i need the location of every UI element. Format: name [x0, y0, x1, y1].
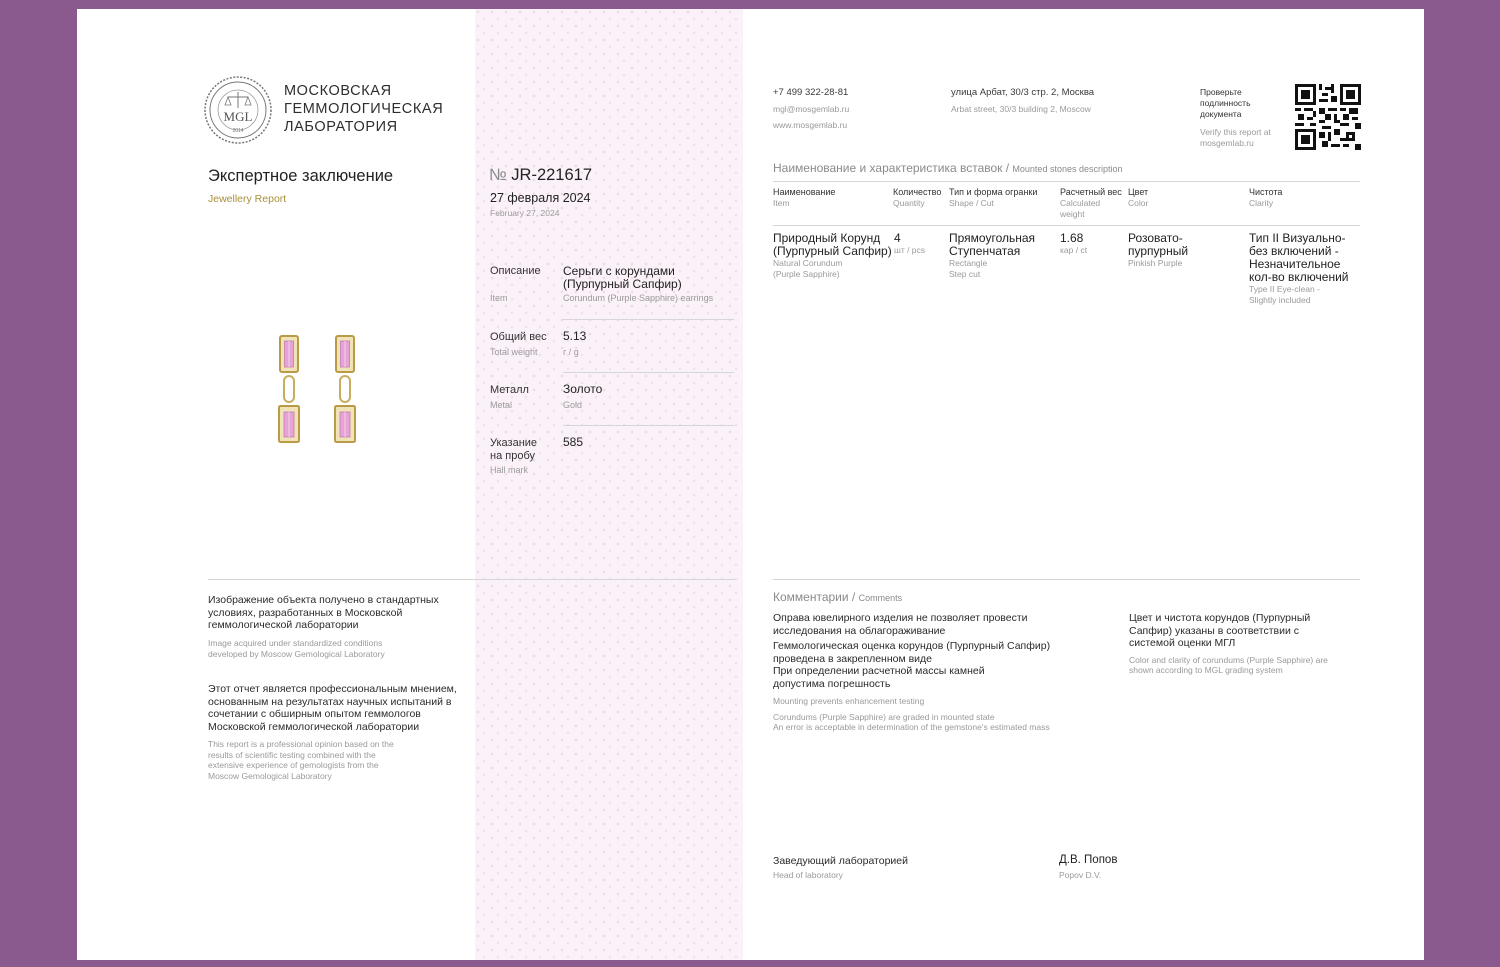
seal-text: MGL	[223, 109, 253, 124]
phone[interactable]: +7 499 322-28-81	[773, 87, 849, 98]
divider	[773, 225, 1360, 226]
stones-heading	[773, 161, 1123, 175]
column-header: Тип и форма огранки	[949, 187, 1038, 197]
field-label-en: Hall mark	[490, 465, 529, 475]
field-label: Указание на пробу	[490, 437, 538, 462]
cell-value: Природный Корунд (Пурпурный Сапфир)	[773, 231, 892, 258]
seal-icon	[203, 75, 273, 145]
field-label: Общий вес	[490, 331, 547, 343]
signature-name: Д.В. Попов	[1059, 854, 1118, 866]
table-cell-clarity	[1249, 232, 1359, 306]
field-value: 5.13	[563, 329, 587, 343]
verify-text-en: Verify this report at mosgemlab.ru	[1200, 127, 1271, 148]
table-cell-item	[773, 232, 895, 280]
field-label: Металл	[490, 384, 529, 396]
verify-text: Проверьте подлинность документа	[1200, 87, 1251, 119]
column-header: Цвет	[1128, 187, 1149, 197]
divider	[773, 579, 1360, 580]
divider	[563, 319, 734, 320]
cell-value: Прямоугольная Ступенчатая	[949, 231, 1036, 258]
column-header-en: Shape / Cut	[949, 198, 994, 208]
cell-value-en: Type II Eye-clean - Slightly included	[1249, 284, 1320, 305]
field-value: Золото	[563, 382, 603, 396]
comments-heading	[773, 590, 902, 604]
seal-year: 2014	[232, 128, 244, 134]
column-header: Наименование	[773, 187, 836, 197]
address: улица Арбат, 30/3 стр. 2, Москва	[951, 87, 1095, 98]
email-link[interactable]: mgl@mosgemlab.ru	[773, 104, 850, 114]
column-header-en: Quantity	[893, 198, 925, 208]
website-link[interactable]: www.mosgemlab.ru	[773, 120, 848, 130]
report-page	[77, 9, 1424, 960]
item-photo	[272, 329, 372, 454]
column-header-en: Item	[773, 198, 790, 208]
stones-heading-ru: Наименование и характеристика вставок /	[773, 161, 1010, 175]
comment: Цвет и чистота корундов (Пурпурный Сапфир) указаны в соответствии с системой оценки МГЛ	[1129, 612, 1311, 649]
cell-value-en: Pinkish Purple	[1128, 258, 1183, 268]
table-header	[1249, 186, 1349, 209]
divider	[563, 372, 734, 373]
lab-name	[284, 82, 443, 136]
field-value-en: Gold	[563, 400, 583, 410]
field-label: Описание	[490, 265, 541, 277]
table-header	[773, 186, 883, 209]
report-date: 27 февраля 2024	[490, 191, 591, 205]
comment: Оправа ювелирного изделия не позволяет провести исследования на облагораживание	[773, 612, 1028, 637]
report-title-en: Jewellery Report	[208, 193, 287, 205]
cell-value-en: Rectangle Step cut	[949, 258, 988, 279]
signature-title-en: Head of laboratory	[773, 870, 843, 880]
patterned-band	[475, 9, 743, 960]
table-header	[1060, 186, 1126, 220]
comment-en: Mounting prevents enhancement testing	[773, 696, 925, 706]
column-header: Количество	[893, 187, 942, 197]
column-header-en: Color	[1128, 198, 1149, 208]
table-cell-color	[1128, 232, 1203, 269]
cell-value-en: Natural Corundum (Purple Sapphire)	[773, 258, 843, 279]
qr-code[interactable]	[1295, 84, 1361, 150]
comment: Геммологическая оценка корундов (Пурпурный Сапфир) проведена в закрепленном виде	[773, 640, 1051, 665]
divider	[563, 425, 734, 426]
lab-name-line: ЛАБОРАТОРИЯ	[284, 119, 398, 135]
signature-title: Заведующий лабораторией	[773, 855, 908, 867]
table-header	[893, 186, 948, 209]
image-note: Изображение объекта получено в стандартных условиях, разработанных в Московской геммологической лаборатории	[208, 594, 439, 631]
address-en: Arbat street, 30/3 building 2, Moscow	[951, 104, 1091, 114]
comment-en: Color and clarity of corundums (Purple Sapphire) are shown according to MGL grading system	[1129, 654, 1328, 675]
comment-en: An error is acceptable in determination of the gemstone's estimated mass	[773, 722, 1050, 732]
column-header-en: Clarity	[1249, 198, 1274, 208]
field-value: Серьги с корундами (Пурпурный Сапфир)	[563, 264, 682, 291]
cell-value: 1.68	[1060, 231, 1084, 245]
comments-right	[1129, 612, 1334, 676]
report-title: Экспертное заключение	[208, 167, 394, 185]
report-date-en: February 27, 2024	[490, 208, 560, 218]
opinion-note-en: This report is a professional opinion based on the results of scientific testing combined with the extensive experience of gemologists from the Moscow Gemological Laboratory	[208, 739, 394, 781]
field-value-en: г / g	[563, 347, 579, 357]
cell-value: 4	[894, 231, 901, 245]
field-label-en: Item	[490, 293, 508, 303]
table-header	[1128, 186, 1228, 209]
comment: При определении расчетной массы камней допустима погрешность	[773, 665, 985, 690]
cell-unit: кар / ct	[1060, 245, 1088, 255]
table-header	[949, 186, 1054, 209]
divider	[208, 579, 735, 580]
earrings-image	[272, 329, 372, 454]
column-header: Чистота	[1249, 187, 1283, 197]
stones-heading-en: Mounted stones description	[1012, 164, 1123, 174]
cell-value: Розовато-пурпурный	[1128, 231, 1189, 258]
report-number	[489, 166, 592, 185]
field-label-en: Metal	[490, 400, 513, 410]
divider	[773, 181, 1360, 182]
table-cell-cut	[949, 232, 1049, 280]
lab-name-line: ГЕММОЛОГИЧЕСКАЯ	[284, 101, 444, 117]
column-header: Расчетный вес	[1060, 187, 1122, 197]
comments-left	[773, 612, 1073, 733]
image-note-en: Image acquired under standardized conditions developed by Moscow Gemological Laboratory	[208, 638, 385, 659]
signature-name-en: Popov D.V.	[1059, 870, 1102, 880]
column-header-en: Calculated weight	[1060, 198, 1101, 219]
comment-en: Corundums (Purple Sapphire) are graded in mounted state	[773, 711, 995, 722]
lab-logo	[203, 75, 273, 145]
opinion-note: Этот отчет является профессиональным мнением, основанным на результатах научных испытаний в сочетании с обширным опытом геммологов Московской геммологической лаборатории	[208, 683, 457, 733]
field-value-en: Corundum (Purple Sapphire) earrings	[563, 293, 714, 303]
cell-unit: шт / pcs	[894, 245, 926, 255]
field-label-en: Total weight	[490, 347, 538, 357]
number-value: JR-221617	[511, 166, 593, 184]
cell-value: Тип II Визуально-без включений - Незначительное кол-во включений	[1249, 231, 1349, 284]
lab-name-line: МОСКОВСКАЯ	[284, 83, 392, 99]
comments-heading-ru: Комментарии /	[773, 590, 856, 604]
number-prefix: №	[489, 166, 507, 184]
comments-heading-en: Comments	[858, 593, 903, 603]
table-cell-weight	[1060, 232, 1087, 256]
table-cell-qty	[894, 232, 925, 256]
qr-icon	[1295, 84, 1361, 150]
field-value: 585	[563, 435, 584, 449]
